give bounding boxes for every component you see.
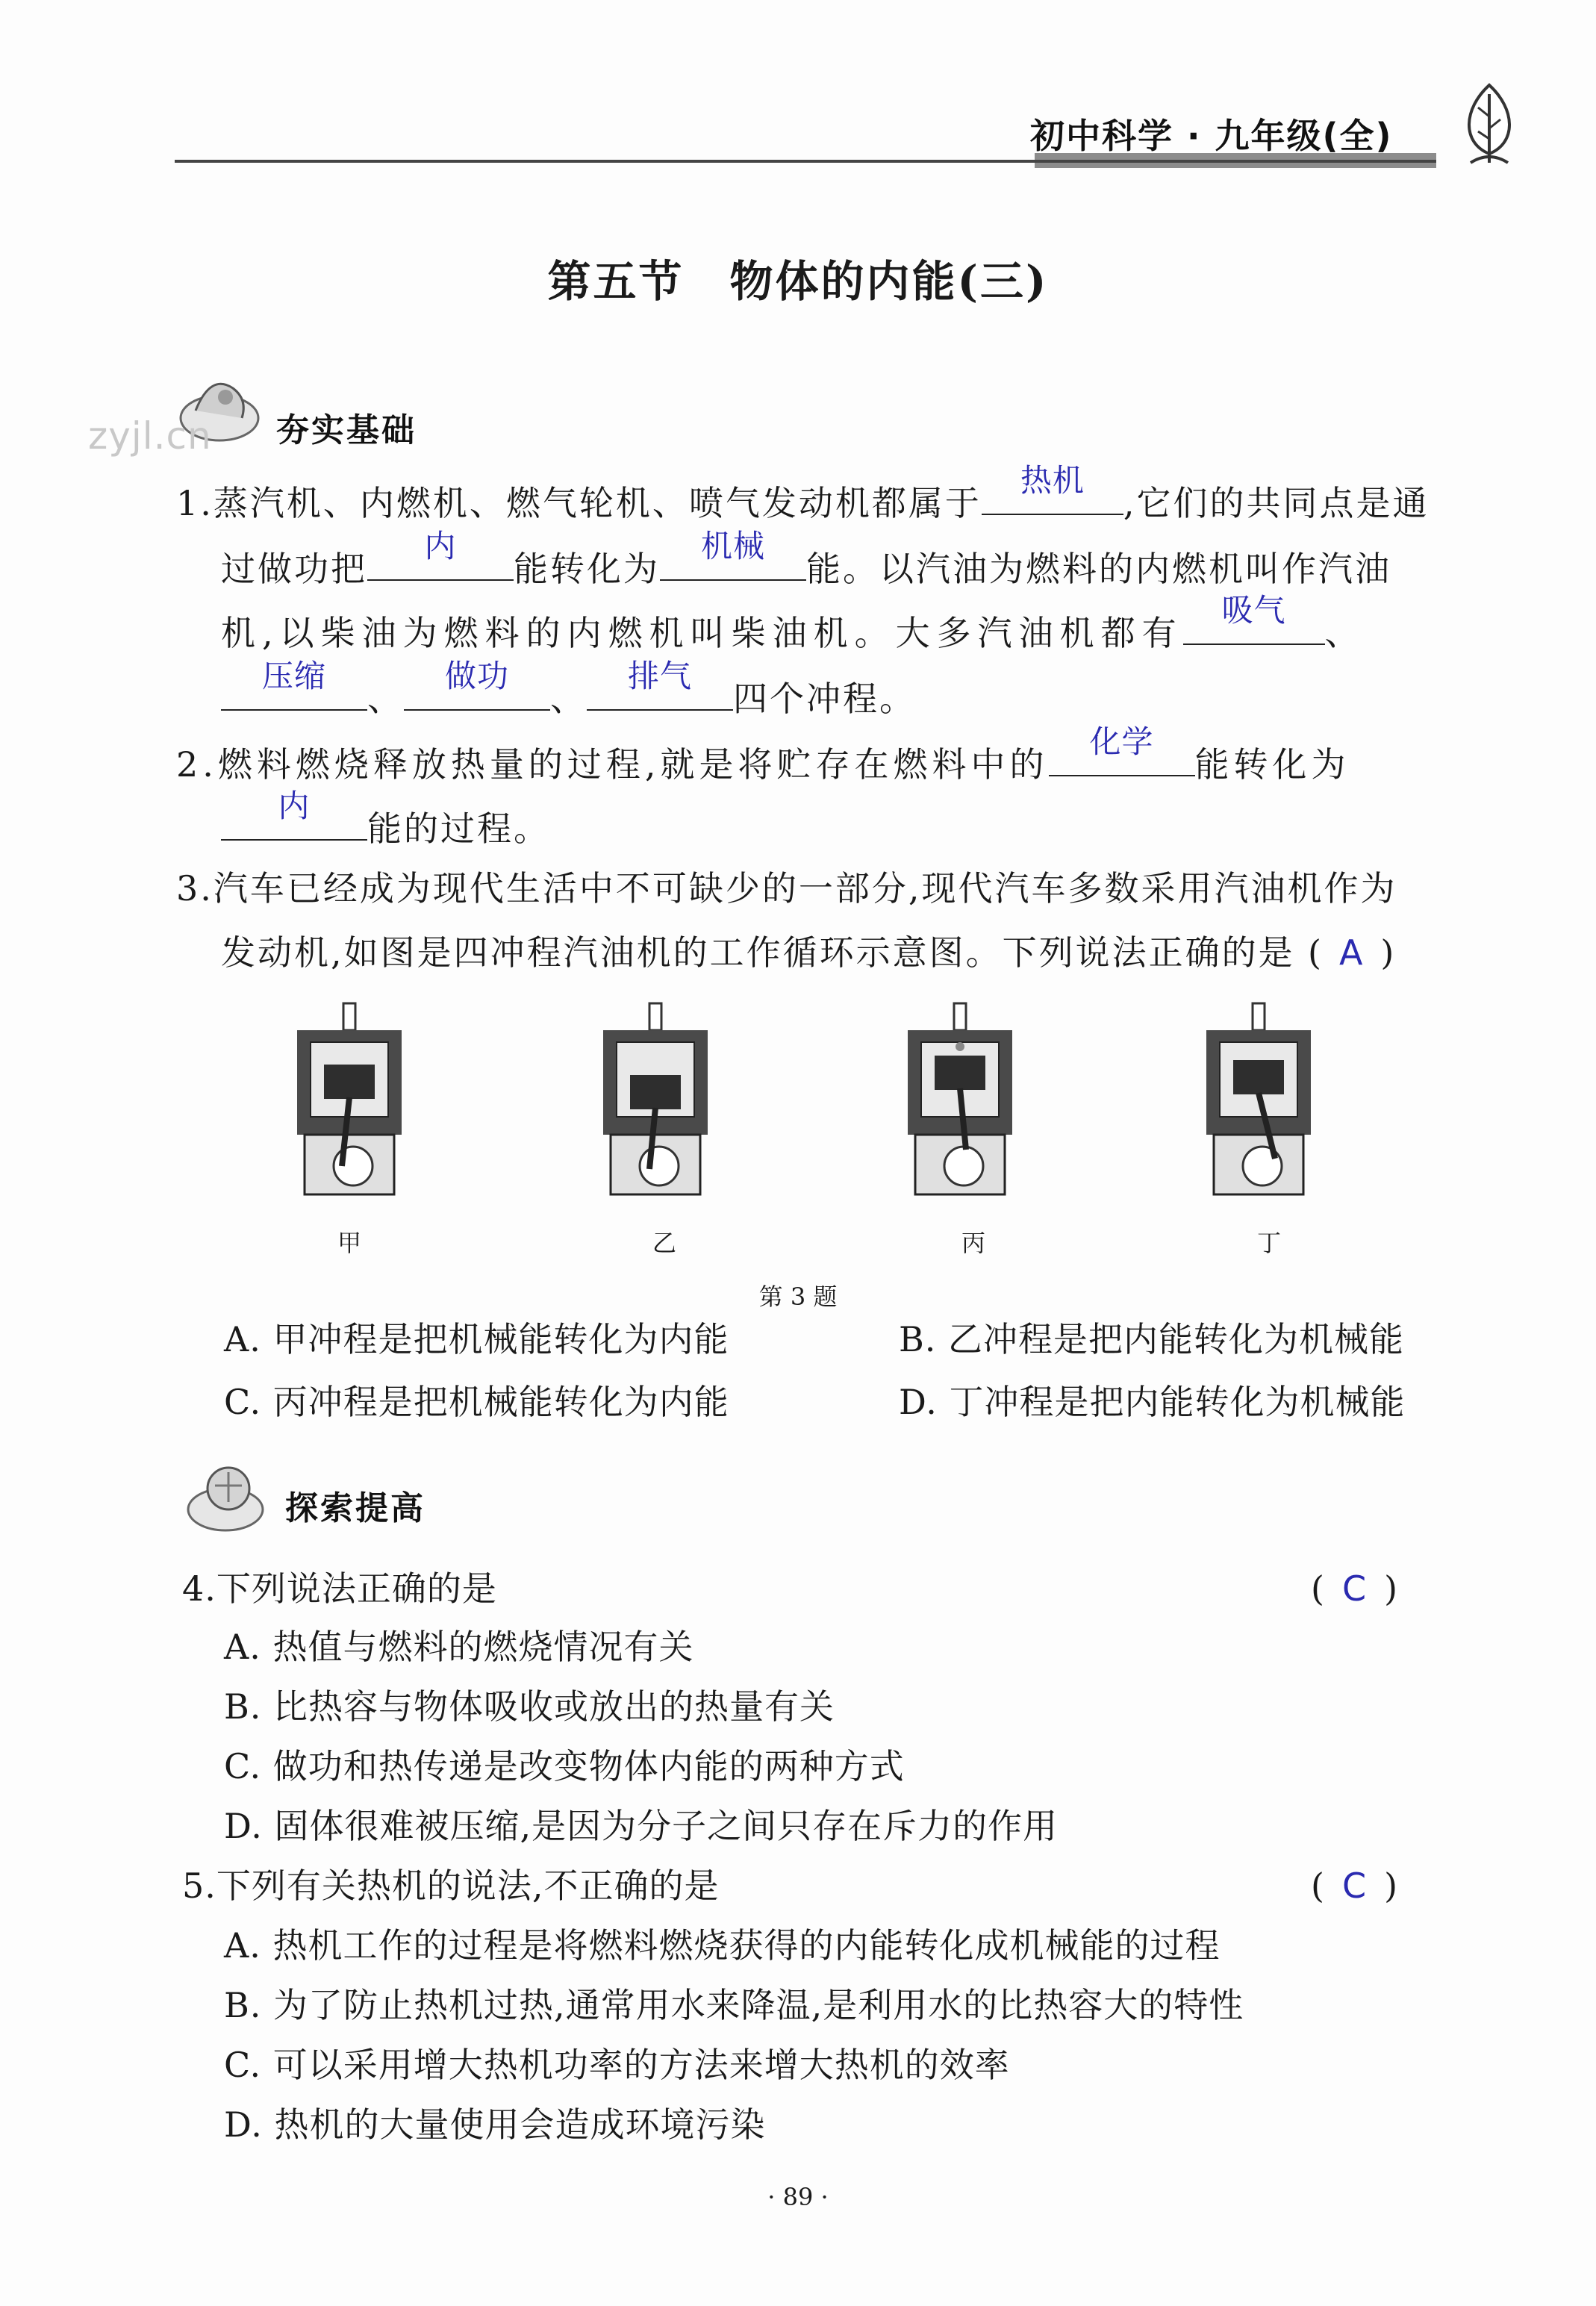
q1-blank-2[interactable]: [367, 528, 514, 581]
q2-answer-1: 化学: [1089, 723, 1154, 760]
q1-answer-4: 吸气: [1221, 592, 1286, 629]
q1-text-6: 机,以柴油为燃料的内燃机叫柴油机。大多汽油机都有: [221, 613, 1183, 653]
q1-answer-7: 排气: [627, 658, 692, 694]
engine-diagram-icon: [893, 993, 1027, 1209]
leaf-logo-icon: [1448, 79, 1530, 169]
q1-text-5: 能。以汽油为燃料的内燃机叫作汽油: [806, 549, 1391, 589]
q3-answer-paren: ( A ): [1308, 932, 1405, 973]
q1-blank-3[interactable]: [660, 528, 806, 581]
figure-caption: 第 3 题: [758, 1283, 838, 1311]
q1-line-4: [221, 658, 916, 721]
engine-label-bing: 丙: [961, 1229, 986, 1257]
q4-option-d[interactable]: D. 固体很难被压缩,是因为分子之间只存在斥力的作用: [224, 1806, 1059, 1846]
advanced-badge-label: 探索提高: [285, 1489, 426, 1527]
q1-text-8: 四个冲程。: [733, 679, 916, 719]
q3-answer: A: [1338, 932, 1374, 973]
q2-blank-1[interactable]: [1049, 723, 1195, 776]
q1-sep-1: 、: [367, 679, 404, 719]
q1-blank-1[interactable]: [982, 462, 1123, 515]
q2-answer-2: 内: [278, 788, 311, 824]
q5-answer-paren: ( C ): [1311, 1866, 1409, 1906]
q1-blank-4[interactable]: [1183, 592, 1325, 645]
q2-line-1: [176, 723, 1350, 787]
q3-line-1: 3.汽车已经成为现代生活中不可缺少的一部分,现代汽车多数采用汽油机作为: [176, 868, 1397, 909]
header-title: 初中科学 · 九年级(全): [1030, 116, 1393, 156]
q5-option-c[interactable]: C. 可以采用增大热机功率的方法来增大热机的效率: [224, 2045, 1010, 2085]
q5-option-d[interactable]: D. 热机的大量使用会造成环境污染: [224, 2104, 766, 2145]
q1-answer-1: 热机: [1020, 462, 1085, 499]
q1-blank-5[interactable]: [221, 658, 367, 711]
q3-option-b[interactable]: B. 乙冲程是把内能转化为机械能: [899, 1319, 1405, 1359]
q2-text-2: 能转化为: [1194, 744, 1350, 785]
q3-option-c[interactable]: C. 丙冲程是把机械能转化为内能: [224, 1382, 729, 1422]
section-title: 第五节 物体的内能(三): [547, 256, 1049, 307]
q1-line-2: [221, 528, 1391, 591]
q1-blank-6[interactable]: [404, 658, 550, 711]
q2-line-2: [221, 788, 550, 851]
q1-blank-7[interactable]: [587, 658, 733, 711]
q1-line-1: [176, 462, 1430, 526]
q4-option-a[interactable]: A. 热值与燃料的燃烧情况有关: [224, 1627, 694, 1667]
q1-text-2: ,它们的共同点是通: [1123, 483, 1430, 523]
watermark: zyjl.cn: [88, 414, 212, 458]
engine-label-jia: 甲: [337, 1229, 362, 1257]
q1-line-3: [221, 592, 1366, 655]
q3-line-2: [221, 930, 1295, 975]
q1-text-7: 、: [1324, 613, 1366, 653]
q1-text-4: 能转化为: [514, 549, 660, 589]
q1-answer-5: 压缩: [261, 658, 326, 694]
q4-answer: C: [1341, 1568, 1377, 1609]
q1-text-3: 过做功把: [221, 549, 367, 589]
q1-answer-3: 机械: [700, 528, 765, 564]
engine-diagram-icon: [282, 993, 417, 1209]
q3-stem: 发动机,如图是四冲程汽油机的工作循环示意图。下列说法正确的是: [221, 932, 1295, 973]
header-rule: [175, 160, 1436, 163]
q4-stem: 4.下列说法正确的是: [182, 1568, 497, 1609]
q4-option-b[interactable]: B. 比热容与物体吸收或放出的热量有关: [224, 1686, 835, 1727]
q4-answer-paren: ( C ): [1311, 1568, 1409, 1609]
basic-badge-label: 夯实基础: [276, 411, 417, 449]
q1-sep-2: 、: [550, 679, 587, 719]
page-number: · 89 ·: [767, 2183, 829, 2211]
advanced-badge-icon: [179, 1456, 276, 1538]
q5-option-a[interactable]: A. 热机工作的过程是将燃料燃烧获得的内能转化成机械能的过程: [224, 1925, 1221, 1966]
engine-label-yi: 乙: [652, 1229, 677, 1257]
engine-diagram-icon: [1191, 993, 1326, 1209]
q2-text-1: 2.燃料燃烧释放热量的过程,就是将贮存在燃料中的: [176, 744, 1049, 785]
q4-option-c[interactable]: C. 做功和热传递是改变物体内能的两种方式: [224, 1746, 905, 1786]
q1-answer-2: 内: [424, 528, 457, 564]
engine-label-ding: 丁: [1257, 1229, 1282, 1257]
q2-text-3: 能的过程。: [367, 808, 550, 849]
engine-diagram-icon: [588, 993, 723, 1209]
q5-stem: 5.下列有关热机的说法,不正确的是: [182, 1866, 720, 1906]
q5-answer: C: [1341, 1866, 1377, 1906]
q3-option-d[interactable]: D. 丁冲程是把内能转化为机械能: [899, 1382, 1406, 1422]
q5-option-b[interactable]: B. 为了防止热机过热,通常用水来降温,是利用水的比热容大的特性: [224, 1985, 1244, 2025]
q2-blank-2[interactable]: [221, 788, 367, 841]
q1-text-1: 1.蒸汽机、内燃机、燃气轮机、喷气发动机都属于: [176, 483, 982, 523]
q1-answer-6: 做功: [444, 658, 509, 694]
q3-option-a[interactable]: A. 甲冲程是把机械能转化为内能: [224, 1319, 729, 1359]
